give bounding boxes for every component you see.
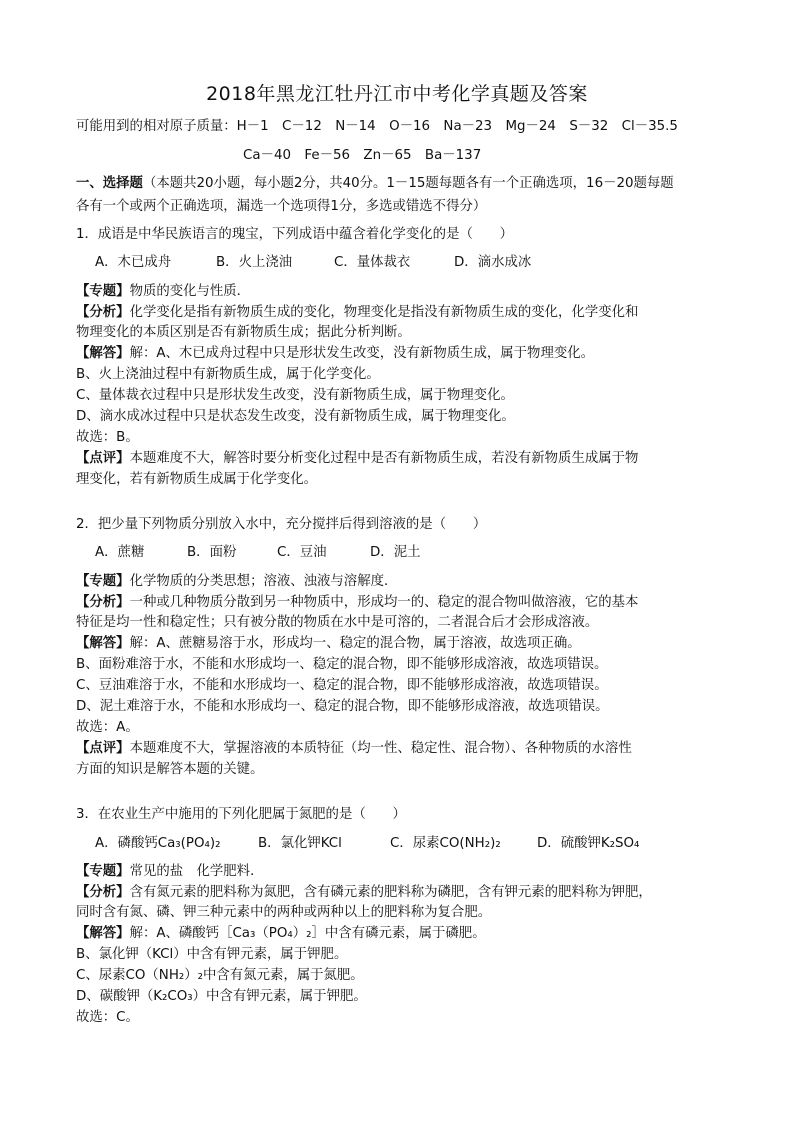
- q1-analysis-1: 化学变化是指有新物质生成的变化，物理变化是指没有新物质生成的变化，化学变化和: [129, 305, 639, 320]
- q1-special-text: 物质的变化与性质．: [129, 284, 251, 299]
- q3-option-b: B．氯化钾KCl: [258, 836, 342, 851]
- q3-special-text: 常见的盐 化学肥料．: [129, 864, 264, 879]
- q2-option-b: B．面粉: [187, 545, 237, 560]
- label-special: 【专题】: [76, 864, 130, 879]
- q2-answer: [76, 634, 581, 654]
- q3-stem: 3．在农业生产中施用的下列化肥属于氮肥的是（ ）: [76, 807, 406, 822]
- q2-comment-2: 方面的知识是解答本题的关键。: [76, 762, 264, 777]
- q1-answer-3: C、量体裁衣过程中只是形状发生改变，没有新物质生成，属于物理变化。: [76, 388, 514, 403]
- q1-answer-1: 解：A、木已成舟过程中只是形状发生改变，没有新物质生成，属于物理变化。: [129, 346, 595, 361]
- q1-comment-1: 本题难度不大，解答时要分析变化过程中是否有新物质生成，若没有新物质生成属于物: [129, 451, 639, 466]
- q1-answer: [76, 344, 594, 364]
- q1-comment: [76, 449, 638, 469]
- q2-option-a: A．蔗糖: [95, 545, 145, 560]
- q1-answer-4: D、滴水成冰过程中只是状态发生改变，没有新物质生成，属于物理变化。: [76, 409, 515, 424]
- q1-option-d: D．滴水成冰: [454, 255, 532, 270]
- q3-answer-1: 解：A、磷酸钙［Ca₃（PO₄）₂］中含有磷元素，属于磷肥。: [129, 926, 486, 941]
- q2-option-d: D．泥土: [370, 545, 421, 560]
- q2-analysis-2: 特征是均一性和稳定性；只有被分散的物质在水中是可溶的，二者混合后才会形成溶液。: [76, 615, 599, 630]
- q1-stem: 1．成语是中华民族语言的瑰宝，下列成语中蕴含着化学变化的是（ ）: [76, 227, 514, 242]
- q1-comment-2: 理变化，若有新物质生成属于化学变化。: [76, 472, 318, 487]
- q2-answer-4: D、泥土难溶于水，不能和水形成均一、稳定的混合物，即不能够形成溶液，故选项错误。: [76, 699, 609, 714]
- q3-answer-3: C、尿素CO（NH₂）₂中含有氮元素，属于氮肥。: [76, 968, 364, 983]
- q2-special: [76, 572, 397, 592]
- q2-choice: 故选：A。: [76, 720, 139, 735]
- label-analysis: 【分析】: [76, 305, 130, 320]
- atomic-mass-line-1: 可能用到的相对原子质量：H－1 C－12 N－14 O－16 Na－23 Mg－24 S－32 Cl－35.5: [76, 119, 678, 134]
- section-heading: 一、选择题: [76, 176, 143, 191]
- label-comment: 【点评】: [76, 741, 130, 756]
- q1-analysis-2: 物理变化的本质区别是否有新物质生成；据此分析判断。: [76, 325, 411, 340]
- section-intro: [76, 174, 674, 194]
- q2-stem: 2．把少量下列物质分别放入水中，充分搅拌后得到溶液的是（ ）: [76, 517, 487, 532]
- q3-answer-4: D、碳酸钾（K₂CO₃）中含有钾元素，属于钾肥。: [76, 989, 367, 1004]
- q2-answer-1: 解：A、蔗糖易溶于水，形成均一、稳定的混合物，属于溶液，故选项正确。: [129, 636, 581, 651]
- q1-special: [76, 282, 250, 302]
- label-special: 【专题】: [76, 574, 130, 589]
- q2-special-text: 化学物质的分类思想；溶液、浊液与溶解度．: [129, 574, 398, 589]
- section-desc-1: （本题共20小题，每小题2分，共40分。1－15题每题各有一个正确选项，16－20题每题: [142, 176, 674, 191]
- q2-answer-2: B、面粉难溶于水，不能和水形成均一、稳定的混合物，即不能够形成溶液，故选项错误。: [76, 657, 608, 672]
- q3-option-d: D．硫酸钾K₂SO₄: [537, 836, 640, 851]
- label-analysis: 【分析】: [76, 885, 130, 900]
- q2-analysis: [76, 593, 638, 613]
- q2-comment-1: 本题难度不大，掌握溶液的本质特征（均一性、稳定性、混合物）、各种物质的水溶性: [129, 741, 632, 756]
- q3-analysis: [76, 883, 652, 903]
- q3-answer: [76, 924, 486, 944]
- section-desc-2: 各有一个或两个正确选项，漏选一个选项得1分，多选或错选不得分）: [76, 199, 487, 214]
- label-answer: 【解答】: [76, 636, 130, 651]
- q3-answer-2: B、氯化钾（KCl）中含有钾元素，属于钾肥。: [76, 947, 348, 962]
- label-answer: 【解答】: [76, 346, 130, 361]
- atomic-mass-line-2: Ca－40 Fe－56 Zn－65 Ba－137: [243, 148, 482, 163]
- q1-analysis: [76, 303, 638, 323]
- q3-option-a: A．磷酸钙Ca₃(PO₄)₂: [95, 836, 221, 851]
- q2-comment: [76, 739, 632, 759]
- label-answer: 【解答】: [76, 926, 130, 941]
- q3-choice: 故选：C。: [76, 1010, 139, 1025]
- q1-option-c: C．量体裁衣: [334, 255, 411, 270]
- q1-option-a: A．木已成舟: [95, 255, 172, 270]
- label-analysis: 【分析】: [76, 595, 130, 610]
- q1-option-b: B．火上浇油: [216, 255, 293, 270]
- q3-analysis-2: 同时含有氮、磷、钾三种元素中的两种或两种以上的肥料称为复合肥。: [76, 905, 492, 920]
- q3-special: [76, 862, 263, 882]
- q1-choice: 故选：B。: [76, 430, 139, 445]
- page-title: 2018年黑龙江牡丹江市中考化学真题及答案: [206, 83, 588, 105]
- q3-analysis-1: 含有氮元素的肥料称为氮肥，含有磷元素的肥料称为磷肥，含有钾元素的肥料称为钾肥，: [129, 885, 652, 900]
- q3-option-c: C．尿素CO(NH₂)₂: [390, 836, 501, 851]
- label-comment: 【点评】: [76, 451, 130, 466]
- q2-option-c: C．豆油: [277, 545, 327, 560]
- q1-answer-2: B、火上浇油过程中有新物质生成，属于化学变化。: [76, 367, 380, 382]
- q2-answer-3: C、豆油难溶于水，不能和水形成均一、稳定的混合物，即不能够形成溶液，故选项错误。: [76, 678, 608, 693]
- q2-analysis-1: 一种或几种物质分散到另一种物质中，形成均一的、稳定的混合物叫做溶液，它的基本: [129, 595, 639, 610]
- label-special: 【专题】: [76, 284, 130, 299]
